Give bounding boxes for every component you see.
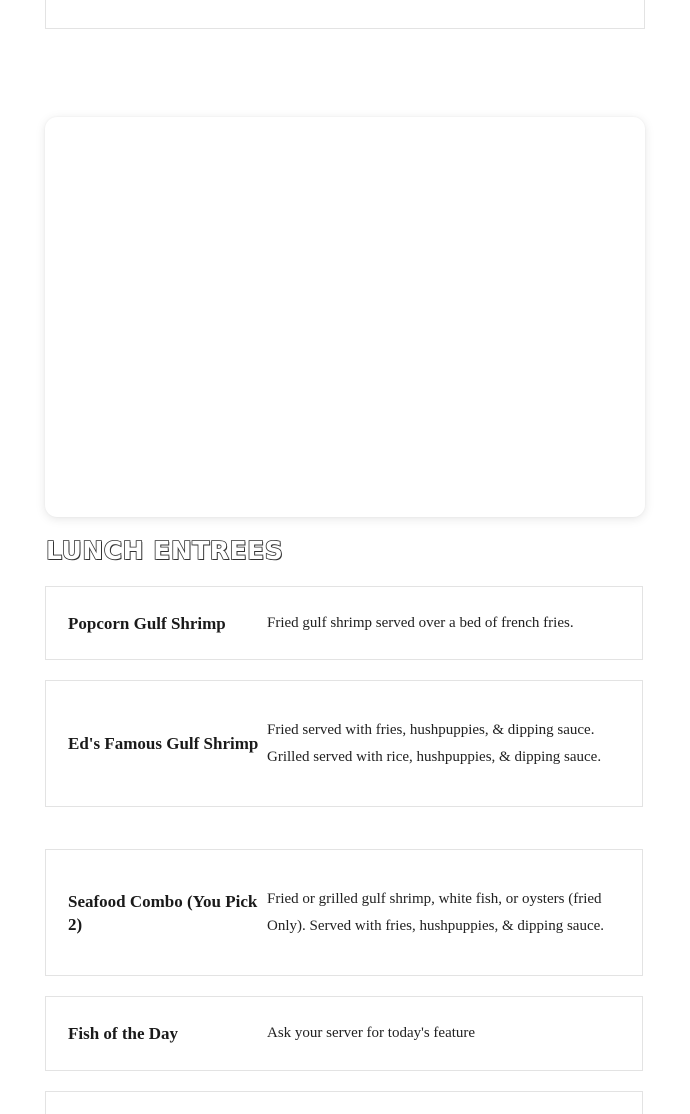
previous-menu-card (45, 0, 645, 29)
menu-item (45, 680, 643, 807)
menu-item-name: Popcorn Gulf Shrimp (68, 613, 226, 633)
menu-image-card (45, 117, 645, 517)
menu-item-name: Ed's Famous Gulf Shrimp (68, 734, 259, 753)
menu-item (45, 996, 643, 1071)
menu-item-name: Fish of the Day (68, 1024, 179, 1043)
menu-item-description: Fried served with fries, hushpuppies, & dipping sauce. Grilled served with rice, hushpuppies, & dipping sauce. (267, 721, 602, 765)
section-heading: LUNCH ENTREES (46, 536, 284, 565)
menu-item (45, 1091, 643, 1114)
menu-item-description: Ask your server for today's feature (267, 1025, 476, 1041)
menu-item-name: Seafood Combo (You Pick 2) (68, 891, 258, 934)
menu-item-description: Fried gulf shrimp served over a bed of french fries. (267, 614, 574, 631)
menu-item (45, 849, 643, 976)
menu-item (45, 586, 643, 660)
menu-item-description: Fried or grilled gulf shrimp, white fish, or oysters (fried Only). Served with fries, hushpuppies, & dipping sauce. (267, 890, 605, 934)
